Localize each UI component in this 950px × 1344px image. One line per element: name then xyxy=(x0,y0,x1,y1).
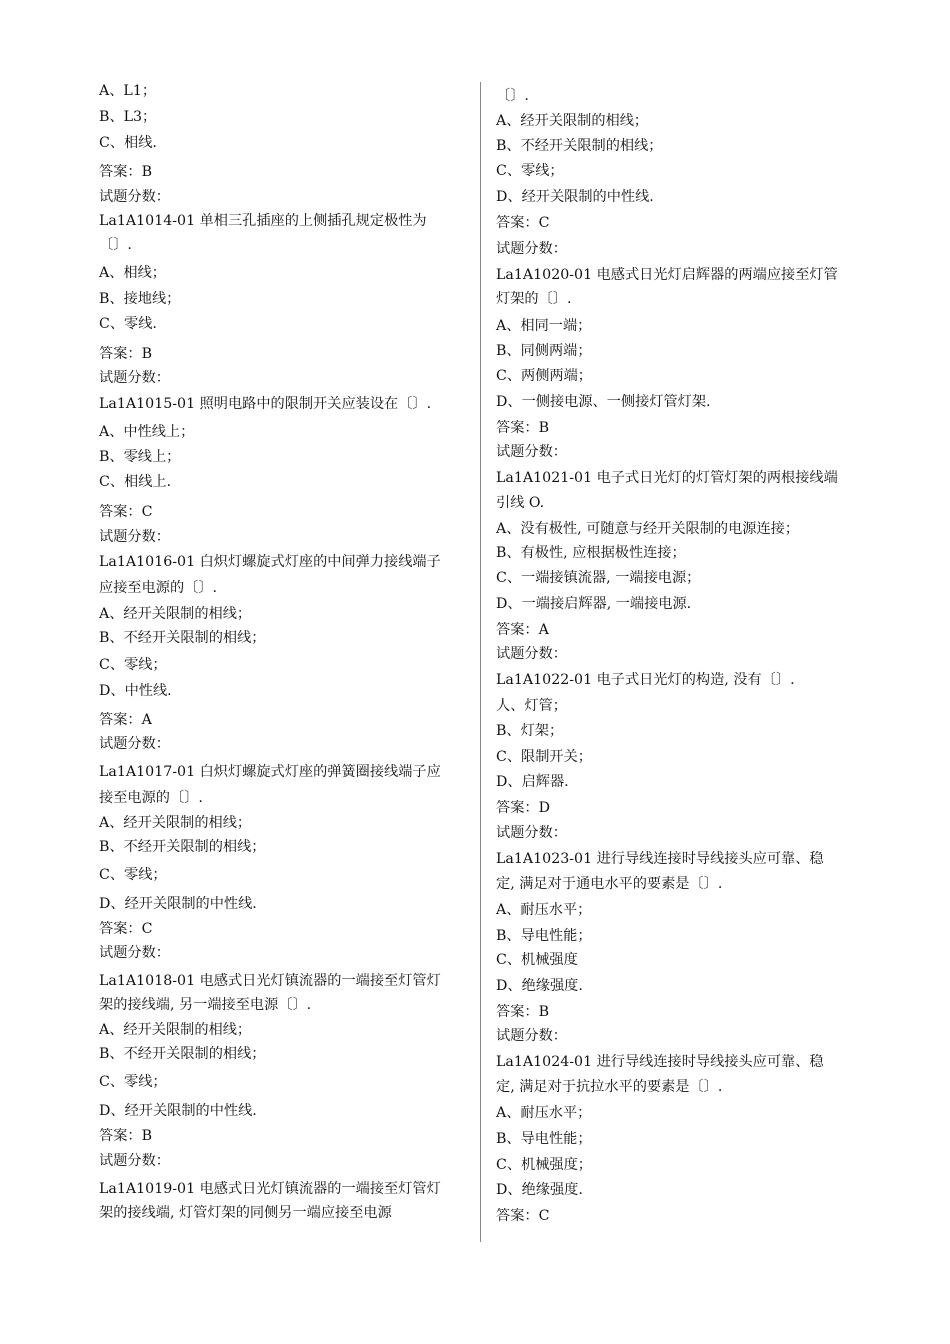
text-line: 答案：A xyxy=(496,622,549,638)
text-line: 试题分数： xyxy=(99,736,170,752)
text-line: La1A1024-01 进行导线连接时导线接头应可靠、稳 xyxy=(496,1054,824,1070)
text-line: 答案：B xyxy=(99,346,152,362)
text-line: 试题分数： xyxy=(496,444,567,460)
text-line: La1A1021-01 电子式日光灯的灯管灯架的两根接线端 xyxy=(496,470,838,486)
text-line: B、灯架； xyxy=(496,723,564,739)
text-line: B、接地线； xyxy=(99,291,181,307)
text-line: 答案：B xyxy=(496,420,549,436)
text-line: La1A1018-01 电感式日光灯镇流器的一端接至灯管灯 xyxy=(99,973,441,989)
text-line: D、经开关限制的中性线. xyxy=(99,896,257,912)
column-divider xyxy=(480,82,481,1242)
text-line: C、限制开关； xyxy=(496,749,592,765)
text-line: C、两侧两端； xyxy=(496,368,592,384)
text-line: B、导电性能； xyxy=(496,928,592,944)
text-line: La1A1015-01 照明电路中的限制开关应装设在〔〕. xyxy=(99,396,432,412)
text-line: A、相同一端； xyxy=(496,318,592,334)
text-line: C、零线； xyxy=(99,657,167,673)
text-line: 架的接线端, 灯管灯架的同侧另一端应接至电源 xyxy=(99,1205,392,1221)
text-line: C、零线； xyxy=(99,1074,167,1090)
text-line: A、经开关限制的相线； xyxy=(496,113,649,129)
text-line: D、经开关限制的中性线. xyxy=(496,189,654,205)
text-line: A、耐压水平； xyxy=(496,1105,592,1121)
text-line: C、相线. xyxy=(99,135,157,151)
text-line: C、零线； xyxy=(496,163,564,179)
text-line: C、零线； xyxy=(99,867,167,883)
text-line: A、没有极性, 可随意与经开关限制的电源连接； xyxy=(496,521,800,537)
text-line: La1A1020-01 电感式日光灯启辉器的两端应接至灯管 xyxy=(496,267,838,283)
text-line: 〔〕. xyxy=(99,237,132,253)
text-line: B、零线上； xyxy=(99,449,181,465)
text-line: A、经开关限制的相线； xyxy=(99,1022,252,1038)
text-line: 答案：C xyxy=(99,921,153,937)
text-line: La1A1014-01 单相三孔插座的上侧插孔规定极性为 xyxy=(99,213,427,229)
text-line: B、L3； xyxy=(99,109,157,125)
text-line: 答案：D xyxy=(496,800,550,816)
text-line: D、绝缘强度. xyxy=(496,978,583,994)
text-line: 应接至电源的〔〕. xyxy=(99,580,218,596)
text-line: 灯架的〔〕. xyxy=(496,291,572,307)
text-line: La1A1023-01 进行导线连接时导线接头应可靠、稳 xyxy=(496,851,824,867)
text-line: 试题分数： xyxy=(496,646,567,662)
text-line: 答案：B xyxy=(496,1004,549,1020)
text-line: B、不经开关限制的相线； xyxy=(99,630,266,646)
text-line: B、不经开关限制的相线； xyxy=(99,839,266,855)
text-line: B、不经开关限制的相线； xyxy=(99,1046,266,1062)
text-line: C、一端接镇流器, 一端接电源； xyxy=(496,570,701,586)
text-line: D、绝缘强度. xyxy=(496,1182,583,1198)
text-line: B、有极性, 应根据极性连接； xyxy=(496,545,686,561)
text-line: D、中性线. xyxy=(99,683,172,699)
text-line: C、机械强度 xyxy=(496,952,578,968)
text-line: 试题分数： xyxy=(99,529,170,545)
text-line: 答案：C xyxy=(496,215,550,231)
text-line: La1A1019-01 电感式日光灯镇流器的一端接至灯管灯 xyxy=(99,1181,441,1197)
text-line: 试题分数： xyxy=(496,241,567,257)
text-line: 答案：B xyxy=(99,164,152,180)
text-line: 答案：B xyxy=(99,1128,152,1144)
text-line: A、耐压水平； xyxy=(496,902,592,918)
text-line: 答案：A xyxy=(99,712,152,728)
text-line: La1A1022-01 电子式日光灯的构造, 没有〔〕. xyxy=(496,672,795,688)
text-line: 〔〕. xyxy=(496,88,529,104)
text-line: D、一侧接电源、一侧接灯管灯架. xyxy=(496,394,711,410)
text-line: C、零线. xyxy=(99,316,157,332)
text-line: A、相线； xyxy=(99,265,166,281)
text-line: 引线 O. xyxy=(496,495,545,511)
text-line: A、L1； xyxy=(99,83,157,99)
text-line: 试题分数： xyxy=(99,189,170,205)
text-line: B、同侧两端； xyxy=(496,343,592,359)
text-line: 试题分数： xyxy=(496,1028,567,1044)
text-line: La1A1017-01 白炽灯螺旋式灯座的弹簧圈接线端子应 xyxy=(99,764,441,780)
text-line: 接至电源的〔〕. xyxy=(99,790,203,806)
text-line: 定, 满足对于抗拉水平的要素是〔〕. xyxy=(496,1079,723,1095)
text-line: C、机械强度； xyxy=(496,1157,592,1173)
text-line: 试题分数： xyxy=(496,825,567,841)
text-line: A、经开关限制的相线； xyxy=(99,606,252,622)
text-line: 试题分数： xyxy=(99,370,170,386)
text-line: D、启辉器. xyxy=(496,774,569,790)
text-line: 答案：C xyxy=(496,1208,550,1224)
text-line: C、相线上. xyxy=(99,474,172,490)
text-line: 定, 满足对于通电水平的要素是〔〕. xyxy=(496,876,723,892)
text-line: A、中性线上； xyxy=(99,424,195,440)
text-line: 人、灯管； xyxy=(496,698,567,714)
text-line: 试题分数： xyxy=(99,945,170,961)
text-line: B、不经开关限制的相线； xyxy=(496,138,663,154)
text-line: D、一端接启辉器, 一端接电源. xyxy=(496,596,692,612)
text-line: 架的接线端, 另一端接至电源〔〕. xyxy=(99,997,312,1013)
text-line: D、经开关限制的中性线. xyxy=(99,1103,257,1119)
text-line: 答案：C xyxy=(99,504,153,520)
text-line: A、经开关限制的相线； xyxy=(99,815,252,831)
text-line: La1A1016-01 白炽灯螺旋式灯座的中间弹力接线端子 xyxy=(99,554,441,570)
text-line: 试题分数： xyxy=(99,1153,170,1169)
text-line: B、导电性能； xyxy=(496,1131,592,1147)
